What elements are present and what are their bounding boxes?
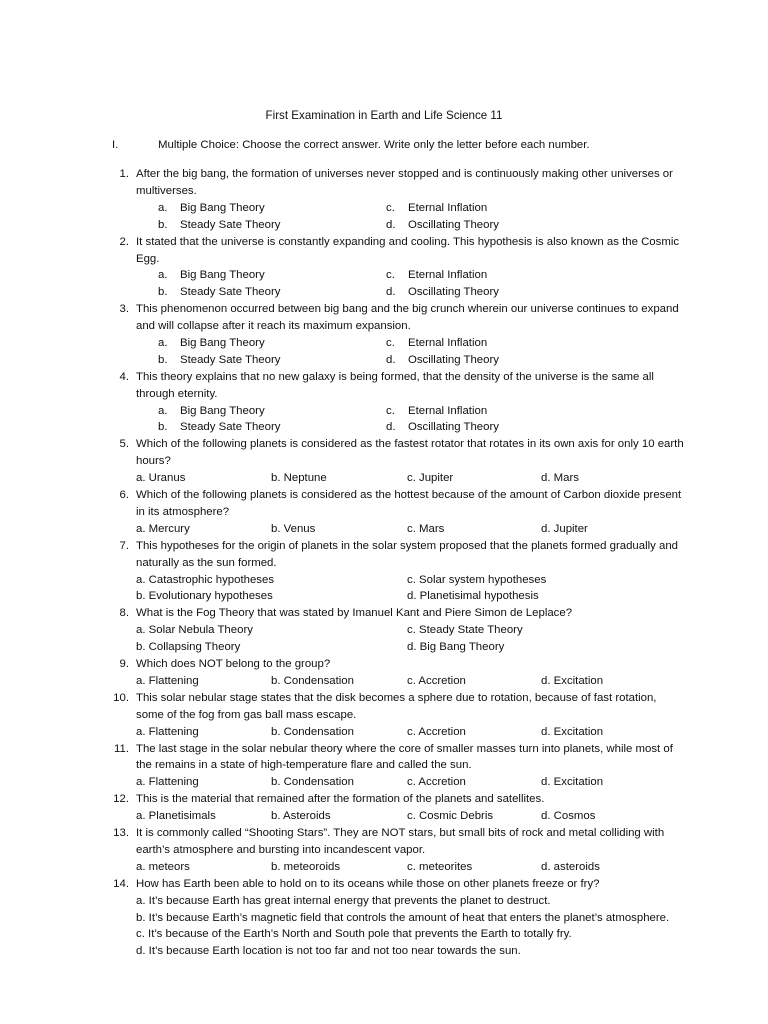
options: [136, 808, 768, 825]
options: [136, 893, 768, 961]
question-text: This hypotheses for the origin of planets in the solar system proposed that the planets formed gradually and naturally as the sun formed.: [136, 539, 679, 569]
exam-title: First Examination in Earth and Life Science 11: [265, 109, 503, 122]
question-number: 14.: [113, 877, 129, 890]
option-a: a. Catastrophic hypotheses: [136, 573, 275, 586]
question-number: 4.: [119, 370, 129, 383]
option-b: b. Condensation: [271, 674, 354, 687]
question-10: [0, 690, 768, 741]
option-b: b. Steady Sate Theory: [158, 421, 281, 434]
options: [136, 335, 768, 369]
option-a: a. Flattening: [136, 674, 199, 687]
option-c: c. Cosmic Debris: [407, 810, 494, 823]
option-c: c. Accretion: [407, 674, 466, 687]
options: [136, 622, 768, 656]
question-11: [0, 741, 768, 792]
option-b: b. Steady Sate Theory: [158, 286, 281, 299]
option-a: a. Big Bang Theory: [158, 337, 265, 349]
option-a: a. Big Bang Theory: [158, 404, 265, 417]
question-9: [0, 656, 768, 690]
question-8: [0, 605, 768, 656]
question-text: After the big bang, the formation of universes never stopped and is continuously making other universes or multiverses.: [136, 168, 673, 197]
option-b: b. It’s because Earth’s magnetic field that controls the amount of heat that enters the planet’s atmosphere.: [136, 911, 670, 924]
option-b: b. Steady Sate Theory: [158, 353, 281, 366]
option-c: c. It’s because of the Earth’s North and South pole that prevents the Earth to totally fry.: [136, 928, 572, 941]
question-number: 5.: [119, 438, 129, 451]
question-text: It stated that the universe is constantly expanding and cooling. This hypothesis is also known as the Cosmic Egg.: [136, 235, 680, 265]
option-d: d. Oscillating Theory: [386, 286, 499, 299]
option-c: c. Accretion: [407, 725, 466, 738]
question-1: [0, 166, 768, 234]
option-d: d. Planetisimal hypothesis: [407, 590, 539, 603]
option-b: b. Venus: [271, 522, 316, 535]
question-6: [0, 487, 768, 538]
option-d: d. Jupiter: [541, 522, 588, 535]
question-3: [0, 301, 768, 369]
option-c: c. Solar system hypotheses: [407, 573, 547, 586]
question-text: Which of the following planets is considered as the hottest because of the amount of Carbon dioxide present in its atmosphere?: [136, 489, 682, 518]
question-text: Which does NOT belong to the group?: [136, 658, 331, 671]
option-b: b. Condensation: [271, 725, 354, 738]
question-text: It is commonly called “Shooting Stars”. They are NOT stars, but small bits of rock and metal colliding with earth’s atmosphere and bursting into incandescent vapor.: [136, 827, 665, 856]
question-number: 3.: [119, 303, 129, 316]
option-c: c. Eternal Inflation: [386, 337, 488, 349]
option-c: c. Eternal Inflation: [386, 201, 488, 214]
section-instruction: Multiple Choice: Choose the correct answer. Write only the letter before each number.: [158, 139, 590, 151]
question-number: 1.: [119, 168, 129, 180]
question-text: What is the Fog Theory that was stated by Imanuel Kant and Piere Simon de Leplace?: [136, 607, 573, 620]
question-text: This solar nebular stage states that the disk becomes a sphere due to rotation, because of fast rotation, some of the fog from gas ball mass escape.: [136, 691, 657, 721]
option-d: d. Excitation: [541, 776, 604, 789]
question-text: This theory explains that no new galaxy is being formed, that the density of the universe is the same all through eternity.: [136, 370, 654, 400]
option-d: d. Mars: [541, 472, 579, 485]
question-4: [0, 369, 768, 437]
option-b: b. Collapsing Theory: [136, 641, 241, 654]
option-a: a. Flattening: [136, 725, 199, 738]
options: [136, 774, 768, 791]
option-a: a. Big Bang Theory: [158, 201, 265, 214]
question-2: [0, 234, 768, 302]
question-number: 13.: [113, 827, 129, 840]
option-d: d. Big Bang Theory: [407, 641, 505, 654]
question-number: 7.: [119, 539, 129, 552]
options: [136, 859, 768, 876]
option-c: c. Steady State Theory: [407, 624, 523, 637]
option-a: a. Solar Nebula Theory: [136, 624, 253, 637]
option-b: b. meteoroids: [271, 860, 341, 873]
question-text: Which of the following planets is considered as the fastest rotator that rotates in its own axis for only 10 earth hours?: [136, 438, 684, 468]
question-number: 6.: [119, 489, 129, 502]
option-d: d. Oscillating Theory: [386, 218, 499, 231]
question-13: [0, 825, 768, 876]
option-c: c. Eternal Inflation: [386, 269, 488, 282]
options: [136, 403, 768, 437]
options: [136, 200, 768, 234]
question-12: [0, 791, 768, 825]
options: [136, 267, 768, 301]
question-number: 2.: [119, 235, 129, 248]
option-a: a. Mercury: [136, 522, 190, 535]
option-b: b. Condensation: [271, 776, 354, 789]
question-number: 9.: [119, 658, 129, 671]
section-numeral: I.: [112, 139, 119, 151]
question-text: This is the material that remained after the formation of the planets and satellites.: [136, 793, 545, 806]
option-d: d. It’s because Earth location is not too far and not too near towards the sun.: [136, 945, 521, 958]
option-a: a. Flattening: [136, 776, 199, 789]
option-b: b. Neptune: [271, 472, 327, 485]
option-d: d. Cosmos: [541, 810, 596, 823]
options: [136, 724, 768, 741]
option-c: c. Eternal Inflation: [386, 404, 488, 417]
option-a: a. It’s because Earth has great internal energy that prevents the planet to destruct.: [136, 894, 551, 907]
option-d: d. Excitation: [541, 674, 604, 687]
question-text: The last stage in the solar nebular theory where the core of smaller masses turn into planets, while most of the remains in a state of high-temperature flare and called the sun.: [136, 742, 673, 772]
question-number: 10.: [113, 691, 129, 704]
question-list: [0, 166, 768, 960]
question-number: 11.: [114, 742, 129, 755]
option-b: b. Evolutionary hypotheses: [136, 590, 273, 603]
question-number: 8.: [119, 607, 129, 620]
option-c: c. meteorites: [407, 860, 473, 873]
options: [136, 572, 768, 606]
question-7: [0, 538, 768, 606]
question-5: [0, 436, 768, 487]
option-c: c. Accretion: [407, 776, 466, 789]
option-d: d. asteroids: [541, 860, 600, 873]
option-d: d. Excitation: [541, 725, 604, 738]
question-number: 12.: [113, 793, 129, 806]
option-c: c. Mars: [407, 522, 445, 535]
question-text: This phenomenon occurred between big bang and the big crunch wherein our universe continues to expand and will collapse after it reach its maximum expansion.: [136, 303, 679, 333]
option-a: a. Planetisimals: [136, 810, 216, 823]
option-b: b. Steady Sate Theory: [158, 218, 281, 231]
option-a: a. Big Bang Theory: [158, 269, 265, 282]
question-14: [0, 876, 768, 961]
option-b: b. Asteroids: [271, 810, 331, 823]
option-a: a. Uranus: [136, 472, 186, 485]
option-d: d. Oscillating Theory: [386, 353, 499, 366]
options: [136, 470, 768, 487]
option-d: d. Oscillating Theory: [386, 421, 499, 434]
options: [136, 673, 768, 690]
option-a: a. meteors: [136, 860, 190, 873]
options: [136, 521, 768, 538]
option-c: c. Jupiter: [407, 472, 454, 485]
question-text: How has Earth been able to hold on to its oceans while those on other planets freeze or fry?: [136, 877, 600, 890]
